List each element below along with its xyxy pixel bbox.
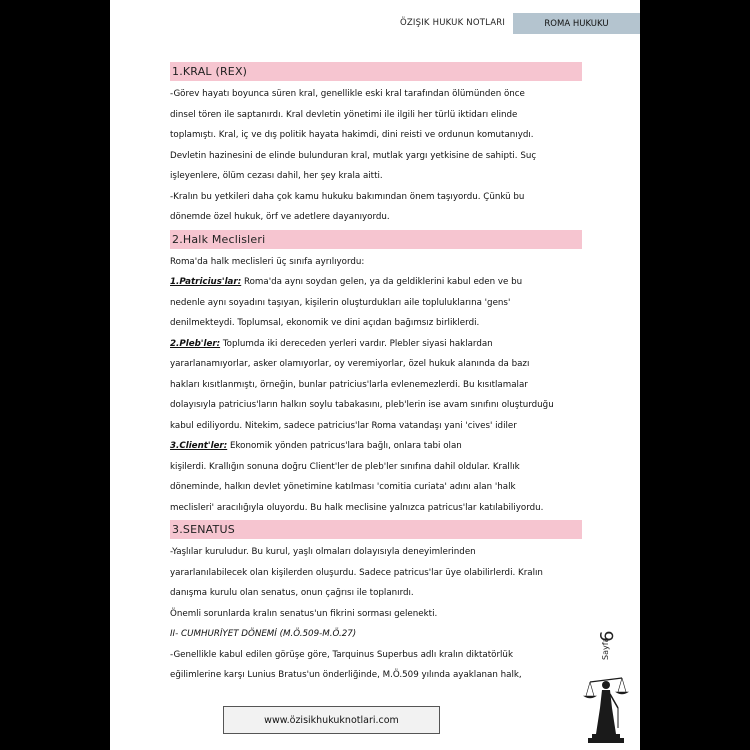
paragraph-line: döneminde, halkın devlet yönetimine katılması 'comitia curiata' adını alan 'halk xyxy=(170,482,516,492)
paragraph-line: yararlanamıyorlar, asker olamıyorlar, oy veremiyorlar, özel hukuk alanında da bazı xyxy=(170,359,530,369)
term-pleb: 2.Pleb'ler: xyxy=(170,338,221,349)
paragraph-line: dönemde özel hukuk, örf ve adetlere dayanıyordu. xyxy=(170,212,390,222)
paragraph-line: Roma'da halk meclisleri üç sınıfa ayrılıyordu: xyxy=(170,256,365,267)
page-number-label: Sayfa xyxy=(601,637,610,660)
paragraph-line xyxy=(170,334,582,355)
footer-website-link[interactable]: www.özisikhukuknotlari.com xyxy=(223,706,440,734)
paragraph-line: -Genellikle kabul edilen görüşe göre, Tarquinus Superbus adlı kralın diktatörlük xyxy=(170,649,513,660)
paragraph-line: dinsel tören ile saptanırdı. Kral devletin yönetimi ile ilgili her türlü iktidarı elinde xyxy=(170,109,518,120)
paragraph-line: nedenle aynı soyadını taşıyan, kişilerin oluşturdukları aile topluluklarına 'gens' xyxy=(170,297,511,308)
paragraph-line: kişilerdi. Krallığın sonuna doğru Client'ler de pleb'ler sınıfına dahil oldular. Krallık xyxy=(170,461,520,472)
header-publisher: ÖZIŞIK HUKUK NOTLARI xyxy=(400,18,506,28)
paragraph-line xyxy=(170,272,582,293)
paragraph-line: yararlanılabilecek olan kişilerden oluşurdu. Sadece patricus'lar üye olabilirlerdi. Kralın xyxy=(170,567,543,578)
term-text: Roma'da aynı soydan gelen, ya da geldiklerini kabul eden ve bu xyxy=(241,277,523,287)
page-content xyxy=(170,62,582,686)
paragraph-line: toplamıştı. Kral, iç ve dış politik hayata hakimdi, dini reisti ve ordunun komutanıydı. xyxy=(170,130,534,140)
paragraph-line xyxy=(170,436,582,457)
paragraph-line: -Yaşlılar kuruludur. Bu kurul, yaşlı olmaları dolayısıyla deneyimlerinden xyxy=(170,547,476,557)
paragraph-line: işleyenlere, ölüm cezası dahil, her şey krala aitti. xyxy=(170,171,383,181)
term-text: Toplumda iki dereceden yerleri vardır. Plebler siyasi haklardan xyxy=(220,338,493,349)
paragraph-line: danışma kurulu olan senatus, onun çağrısı ile toplanırdı. xyxy=(170,588,414,598)
paragraph-line: Önemli sorunlarda kralın senatus'un fikrini sorması gelenekti. xyxy=(170,608,438,619)
paragraph-line: denilmekteydi. Toplumsal, ekonomik ve dini açıdan bağımsız birliklerdi. xyxy=(170,318,480,328)
header-subject: ROMA HUKUKU xyxy=(513,13,640,34)
term-patricius: 1.Patricius'lar: xyxy=(170,277,242,287)
document-page xyxy=(110,0,640,750)
paragraph-line: hakları kısıtlanmıştı, örneğin, bunlar patricius'larla evlenemezlerdi. Bu kısıtlamalar xyxy=(170,379,528,390)
paragraph-line: Devletin hazinesini de elinde bulunduran kral, mutlak yargı yetkisine de sahipti. Suç xyxy=(170,150,537,161)
subheading-cumhuriyet: II- CUMHURİYET DÖNEMİ (M.Ö.509-M.Ö.27) xyxy=(170,629,357,639)
paragraph-line: -Görev hayatı boyunca süren kral, genellikle eski kral tarafından ölümünden önce xyxy=(170,89,525,99)
section-title-senatus: 3.SENATUS xyxy=(170,520,582,539)
paragraph-line: meclisleri' aracılığıyla oluyordu. Bu halk meclisine yalnızca patricus'lar katılabiliyordu. xyxy=(170,502,544,513)
page-number-value: 6 xyxy=(597,630,618,642)
paragraph-line: dolayısıyla patricius'ların halkın soylu tabakasını, pleb'lerin ise avam sınıfını oluşturduğu xyxy=(170,400,554,410)
term-client: 3.Client'ler: xyxy=(170,441,228,451)
section-title-kral: 1.KRAL (REX) xyxy=(170,62,582,81)
paragraph-line: -Kralın bu yetkileri daha çok kamu hukuku bakımından önem taşıyordu. Çünkü bu xyxy=(170,191,525,202)
page-number xyxy=(597,622,637,662)
lady-justice-icon xyxy=(578,668,636,746)
term-text: Ekonomik yönden patricus'lara bağlı, onlara tabi olan xyxy=(227,441,462,451)
paragraph-line: kabul ediliyordu. Nitekim, sadece patricius'lar Roma vatandaşı yani 'cives' idiler xyxy=(170,420,517,431)
section-title-halk-meclisleri: 2.Halk Meclisleri xyxy=(170,230,582,249)
paragraph-line: eğilimlerine karşı Lunius Bratus'un önderliğinde, M.Ö.509 yılında ayaklanan halk, xyxy=(170,670,522,680)
